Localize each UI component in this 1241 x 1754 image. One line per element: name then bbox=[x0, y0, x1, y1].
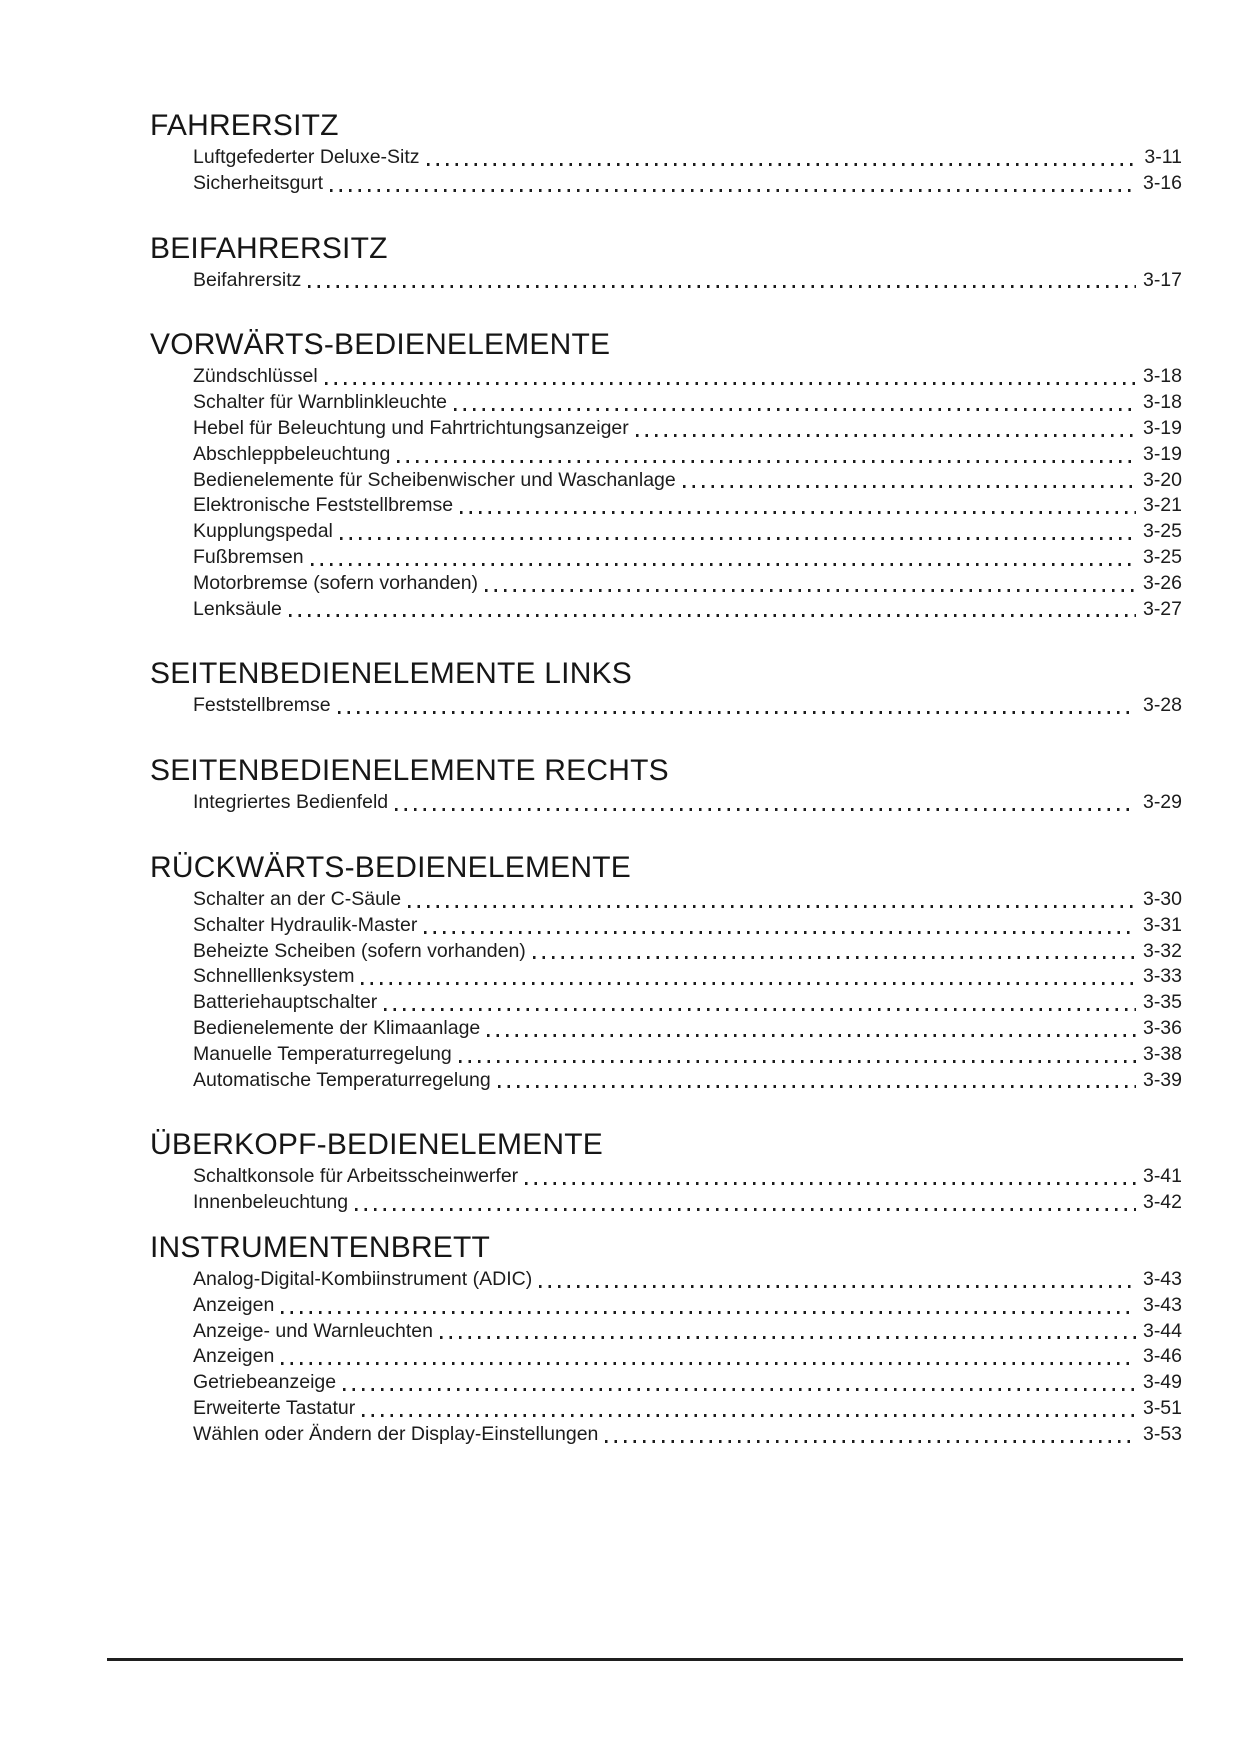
dot-leader bbox=[459, 1060, 1136, 1063]
toc-entry bbox=[150, 1344, 1182, 1370]
toc-entry bbox=[150, 1164, 1182, 1190]
entry-page-number: 3-20 bbox=[1142, 468, 1182, 491]
toc-entry bbox=[150, 416, 1182, 442]
entry-page-number: 3-46 bbox=[1142, 1345, 1182, 1368]
toc-section bbox=[150, 755, 1182, 816]
dot-leader bbox=[311, 563, 1136, 566]
entry-label: Hebel für Beleuchtung und Fahrtrichtungsanzeiger bbox=[193, 416, 629, 439]
toc-entry bbox=[150, 1042, 1182, 1068]
toc-entry bbox=[150, 571, 1182, 597]
entry-label: Fußbremsen bbox=[193, 545, 304, 568]
entry-label: Lenksäule bbox=[193, 597, 282, 620]
toc-entry bbox=[150, 964, 1182, 990]
toc-entry bbox=[150, 990, 1182, 1016]
dot-leader bbox=[395, 808, 1136, 811]
toc-entry bbox=[150, 545, 1182, 571]
entry-page-number: 3-43 bbox=[1142, 1267, 1182, 1290]
toc-entry bbox=[150, 1370, 1182, 1396]
entry-page-number: 3-25 bbox=[1142, 520, 1182, 543]
toc-entry bbox=[150, 390, 1182, 416]
dot-leader bbox=[485, 589, 1136, 592]
dot-leader bbox=[355, 1208, 1136, 1211]
entry-label: Schnelllenksystem bbox=[193, 965, 355, 988]
toc-section bbox=[150, 110, 1182, 197]
entry-page-number: 3-11 bbox=[1144, 146, 1182, 168]
dot-leader bbox=[330, 189, 1136, 192]
entry-label: Elektronische Feststellbremse bbox=[193, 494, 454, 517]
dot-leader bbox=[605, 1440, 1136, 1443]
entry-label: Luftgefederter Deluxe-Sitz bbox=[193, 146, 420, 168]
toc-section bbox=[150, 852, 1182, 1093]
toc-entry bbox=[150, 1422, 1182, 1448]
entry-page-number: 3-25 bbox=[1142, 545, 1182, 568]
section-heading: RÜCKWÄRTS-BEDIENELEMENTE bbox=[150, 850, 631, 884]
entry-label: Kupplungspedal bbox=[193, 520, 333, 543]
dot-leader bbox=[427, 163, 1138, 166]
entry-page-number: 3-19 bbox=[1142, 442, 1182, 465]
entry-page-number: 3-42 bbox=[1142, 1191, 1182, 1214]
toc-entry bbox=[150, 597, 1182, 623]
dot-leader bbox=[454, 408, 1136, 411]
dot-leader bbox=[683, 485, 1136, 488]
entry-label: Motorbremse (sofern vorhanden) bbox=[193, 571, 479, 594]
section-heading: SEITENBEDIENELEMENTE RECHTS bbox=[150, 754, 669, 788]
entry-label: Schalter für Warnblinkleuchte bbox=[193, 391, 447, 414]
toc-sections bbox=[150, 110, 1182, 1448]
toc-entry bbox=[150, 1016, 1182, 1042]
entry-page-number: 3-32 bbox=[1142, 939, 1182, 962]
entry-page-number: 3-17 bbox=[1142, 268, 1182, 291]
toc-entry bbox=[150, 790, 1182, 816]
dot-leader bbox=[308, 285, 1136, 288]
entry-page-number: 3-41 bbox=[1142, 1165, 1182, 1188]
dot-leader bbox=[539, 1285, 1136, 1288]
section-heading: SEITENBEDIENELEMENTE LINKS bbox=[150, 657, 632, 691]
section-heading: ÜBERKOPF-BEDIENELEMENTE bbox=[150, 1128, 604, 1162]
entry-label: Anzeigen bbox=[193, 1293, 275, 1316]
toc-entry bbox=[150, 493, 1182, 519]
toc-entry bbox=[150, 693, 1182, 719]
dot-leader bbox=[338, 711, 1136, 714]
dot-leader bbox=[460, 511, 1136, 514]
dot-leader bbox=[397, 460, 1136, 463]
entry-page-number: 3-49 bbox=[1142, 1371, 1182, 1394]
dot-leader bbox=[636, 434, 1136, 437]
entry-page-number: 3-19 bbox=[1142, 416, 1182, 439]
toc-entry bbox=[150, 145, 1182, 171]
dot-leader bbox=[533, 956, 1136, 959]
entry-page-number: 3-36 bbox=[1142, 1016, 1182, 1039]
dot-leader bbox=[408, 905, 1136, 908]
section-heading: VORWÄRTS-BEDIENELEMENTE bbox=[150, 328, 611, 362]
entry-label: Zündschlüssel bbox=[193, 365, 318, 388]
dot-leader bbox=[289, 614, 1136, 617]
entry-page-number: 3-44 bbox=[1142, 1319, 1182, 1342]
entry-label: Abschleppbeleuchtung bbox=[193, 442, 391, 465]
toc-section bbox=[150, 658, 1182, 719]
toc-entry bbox=[150, 887, 1182, 913]
toc-entry bbox=[150, 939, 1182, 965]
dot-leader bbox=[525, 1182, 1136, 1185]
entry-label: Anzeige- und Warnleuchten bbox=[193, 1319, 433, 1342]
entry-label: Schalter Hydraulik-Master bbox=[193, 913, 418, 936]
entry-page-number: 3-29 bbox=[1142, 791, 1182, 814]
dot-leader bbox=[424, 931, 1136, 934]
entry-page-number: 3-33 bbox=[1142, 965, 1182, 988]
entry-label: Automatische Temperaturregelung bbox=[193, 1068, 491, 1091]
toc-entry bbox=[150, 171, 1182, 197]
entry-label: Erweiterte Tastatur bbox=[193, 1396, 356, 1419]
entry-label: Innenbeleuchtung bbox=[193, 1191, 349, 1214]
toc-entry bbox=[150, 268, 1182, 294]
dot-leader bbox=[498, 1085, 1136, 1088]
toc-entry bbox=[150, 1068, 1182, 1094]
entry-page-number: 3-21 bbox=[1142, 494, 1182, 517]
entry-label: Integriertes Bedienfeld bbox=[193, 791, 389, 814]
dot-leader bbox=[340, 537, 1136, 540]
dot-leader bbox=[487, 1034, 1136, 1037]
dot-leader bbox=[384, 1008, 1136, 1011]
entry-page-number: 3-18 bbox=[1142, 365, 1182, 388]
entry-label: Beifahrersitz bbox=[193, 268, 302, 291]
entry-label: Anzeigen bbox=[193, 1345, 275, 1368]
entry-label: Schalter an der C-Säule bbox=[193, 887, 402, 910]
entry-label: Wählen oder Ändern der Display-Einstellungen bbox=[193, 1422, 599, 1445]
entry-label: Feststellbremse bbox=[193, 694, 331, 717]
entry-page-number: 3-39 bbox=[1142, 1068, 1182, 1091]
toc-entry bbox=[150, 1319, 1182, 1345]
entry-page-number: 3-53 bbox=[1142, 1422, 1182, 1445]
toc-entry bbox=[150, 1293, 1182, 1319]
toc-section bbox=[150, 329, 1182, 622]
dot-leader bbox=[343, 1388, 1136, 1391]
entry-label: Beheizte Scheiben (sofern vorhanden) bbox=[193, 939, 526, 962]
entry-page-number: 3-43 bbox=[1142, 1293, 1182, 1316]
section-heading: INSTRUMENTENBRETT bbox=[150, 1230, 491, 1264]
entry-page-number: 3-18 bbox=[1142, 391, 1182, 414]
dot-leader bbox=[281, 1362, 1136, 1365]
entry-label: Manuelle Temperaturregelung bbox=[193, 1042, 452, 1065]
dot-leader bbox=[362, 1414, 1136, 1417]
entry-label: Schaltkonsole für Arbeitsscheinwerfer bbox=[193, 1165, 519, 1188]
entry-page-number: 3-26 bbox=[1142, 571, 1182, 594]
toc-entry bbox=[150, 468, 1182, 494]
entry-page-number: 3-28 bbox=[1142, 694, 1182, 717]
toc-entry bbox=[150, 442, 1182, 468]
toc-section bbox=[150, 233, 1182, 294]
entry-label: Bedienelemente für Scheibenwischer und Waschanlage bbox=[193, 468, 676, 491]
toc-entry bbox=[150, 519, 1182, 545]
entry-page-number: 3-51 bbox=[1142, 1396, 1182, 1419]
entry-label: Batteriehauptschalter bbox=[193, 991, 378, 1014]
entry-page-number: 3-27 bbox=[1142, 597, 1182, 620]
section-heading: BEIFAHRERSITZ bbox=[150, 231, 388, 265]
entry-page-number: 3-31 bbox=[1142, 913, 1182, 936]
dot-leader bbox=[361, 982, 1135, 985]
section-heading: FAHRERSITZ bbox=[150, 109, 339, 142]
entry-label: Analog-Digital-Kombiinstrument (ADIC) bbox=[193, 1267, 533, 1290]
toc-entry bbox=[150, 1267, 1182, 1293]
entry-page-number: 3-30 bbox=[1142, 887, 1182, 910]
entry-label: Sicherheitsgurt bbox=[193, 171, 324, 194]
entry-page-number: 3-16 bbox=[1142, 171, 1182, 194]
dot-leader bbox=[325, 382, 1136, 385]
toc-section bbox=[150, 1232, 1182, 1448]
toc-entry bbox=[150, 1396, 1182, 1422]
bottom-rule bbox=[107, 1658, 1183, 1661]
entry-label: Getriebeanzeige bbox=[193, 1371, 337, 1394]
entry-page-number: 3-38 bbox=[1142, 1042, 1182, 1065]
entry-page-number: 3-35 bbox=[1142, 991, 1182, 1014]
toc-entry bbox=[150, 364, 1182, 390]
toc-entry bbox=[150, 913, 1182, 939]
dot-leader bbox=[440, 1336, 1136, 1339]
toc-section bbox=[150, 1129, 1182, 1216]
dot-leader bbox=[281, 1311, 1136, 1314]
entry-label: Bedienelemente der Klimaanlage bbox=[193, 1016, 481, 1039]
toc-entry bbox=[150, 1190, 1182, 1216]
